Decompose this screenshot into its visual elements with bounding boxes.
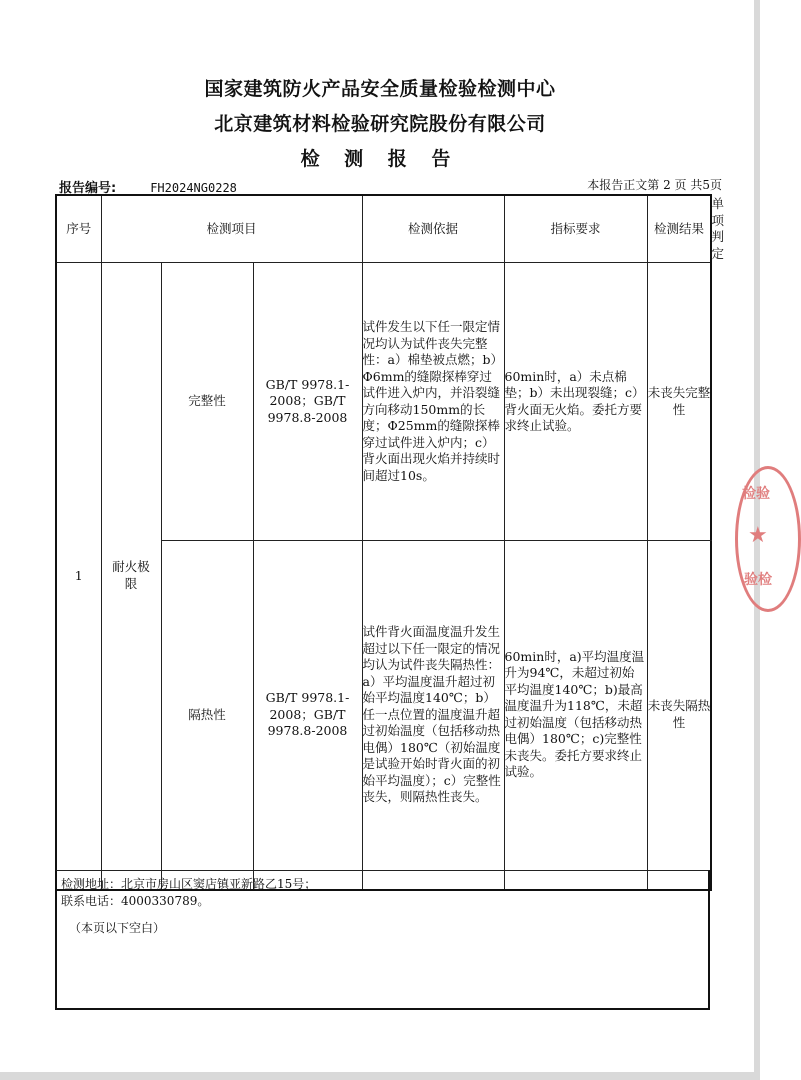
results-table [55, 194, 725, 891]
header-result: 检测结果 [647, 195, 711, 263]
report-number-value: FH2024NG0228 [150, 181, 237, 195]
document-title: 检 测 报 告 [300, 148, 460, 170]
requirement-cell: 试件背火面温度温升发生超过以下任一限定的情况均认为试件丧失隔热性：a）平均温度温升超过初始平均温度140℃；b）任一点位置的温度温升超过初始温度（包括移动热电偶）180℃（初始温度是试验开始时背火面的初始平均温度）；c）完整性丧失，则隔热性丧失。 [362, 541, 504, 890]
stamp-text-bottom: 验检 [744, 572, 772, 588]
judgment-cell: 未丧失隔热性 [647, 541, 711, 890]
org-title-2: 北京建筑材料检验研究院股份有限公司 [214, 113, 546, 135]
header-basis: 检测依据 [362, 195, 504, 263]
table-header-row: 序号 检测项目 检测依据 指标要求 检测结果 单项判定 [56, 195, 711, 263]
sub-item-cell: 完整性 [161, 263, 253, 541]
requirement-cell: 试件发生以下任一限定情况均认为试件丧失完整性：a）棉垫被点燃；b）Φ6mm的缝隙探棒穿过试件进入炉内，并沿裂缝方向移动150mm的长度；Φ25mm的缝隙探棒穿过试件进入炉内；c）背火面出现火焰并持续时间超过10s。 [362, 263, 504, 541]
stamp-text-top: 检验 [742, 486, 770, 502]
official-seal-stamp [735, 466, 801, 612]
sub-item-cell: 隔热性 [161, 541, 253, 890]
table-row [56, 263, 711, 541]
header-seq: 序号 [56, 195, 101, 263]
category-cell: 耐火极限 [101, 263, 161, 890]
report-number-label: 报告编号: [59, 181, 117, 196]
result-cell: 60min时，a)平均温度温升为94℃，未超过初始平均温度140℃；b)最高温度温升为118℃，未超过初始温度（包括移动热电偶）180℃；c)完整性未丧失。委托方要求终止试验。 [504, 541, 647, 890]
basis-cell: GB/T 9978.1-2008；GB/T 9978.8-2008 [253, 263, 362, 541]
blank-note: （本页以下空白） [69, 921, 166, 935]
basis-cell: GB/T 9978.1-2008；GB/T 9978.8-2008 [253, 541, 362, 890]
judgment-cell: 未丧失完整性 [647, 263, 711, 541]
stamp-star-icon: ★ [748, 523, 768, 548]
header-requirement: 指标要求 [504, 195, 647, 263]
org-title-1: 国家建筑防火产品安全质量检验检测中心 [204, 78, 556, 100]
page-info: 本报告正文第 2 页 共5页 [587, 178, 722, 192]
footer-box [55, 870, 710, 1010]
header-item: 检测项目 [101, 195, 362, 263]
test-address: 检测地址：北京市房山区窦店镇亚新路乙15号； [61, 877, 317, 891]
seq-cell: 1 [56, 263, 101, 890]
result-cell: 60min时，a）未点棉垫；b）未出现裂缝；c）背火面无火焰。委托方要求终止试验。 [504, 263, 647, 541]
contact-phone: 联系电话：4000330789。 [61, 894, 210, 908]
